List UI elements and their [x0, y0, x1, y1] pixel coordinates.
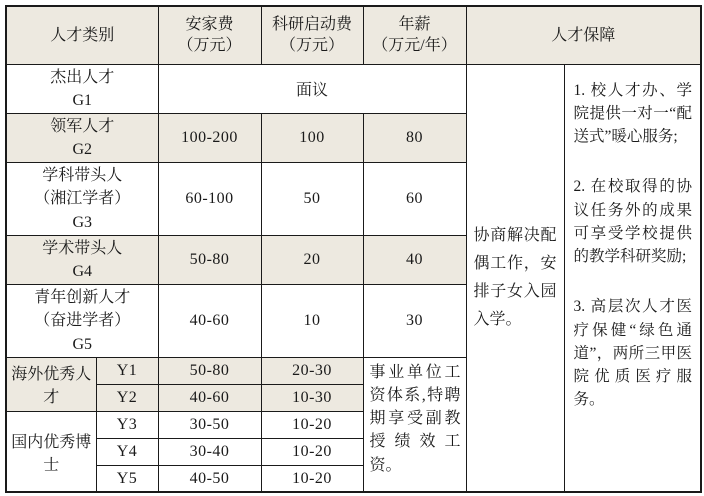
- category-cell-g3: [6, 163, 158, 236]
- guarantee-item-3: 3. 高层次人才医疗保健“绿色通道”，两所三甲医院优质医疗服务。: [573, 298, 693, 409]
- category-cell-g4: [6, 235, 158, 284]
- category-name: 杰出人才: [50, 68, 115, 86]
- startup-fund-cell: 10: [261, 285, 363, 358]
- header-settling-line1: 安家费: [185, 15, 234, 33]
- category-cell-overseas: 海外优秀人才: [6, 357, 96, 411]
- startup-fund-cell: 50: [261, 163, 363, 236]
- startup-fund-cell: 100: [261, 113, 363, 162]
- category-code: G5: [72, 335, 93, 353]
- header-row: [6, 6, 701, 64]
- settling-fee-cell: 40-60: [158, 384, 261, 411]
- support-note-cell: 协商解决配偶工作，安排子女入园入学。: [466, 64, 564, 492]
- code-cell: Y3: [96, 411, 158, 438]
- category-code: G3: [72, 213, 93, 231]
- header-category: 人才类别: [6, 6, 158, 64]
- annual-salary-cell: 40: [363, 235, 466, 284]
- code-cell: Y1: [96, 357, 158, 384]
- annual-salary-cell: 80: [363, 113, 466, 162]
- startup-fund-cell: 10-20: [261, 465, 363, 492]
- header-settling-fee: [158, 6, 261, 64]
- salary-system-note-cell: 事业单位工资体系,特聘期享受副教授绩效工资。: [363, 357, 466, 492]
- negotiable-cell: 面议: [158, 64, 466, 113]
- category-cell-domestic: 国内优秀博士: [6, 411, 96, 492]
- header-salary-line2: （万元/年）: [372, 37, 457, 55]
- settling-fee-cell: 50-80: [158, 235, 261, 284]
- guarantee-item-1: 1. 校人才办、学院提供一对一“配送式”暖心服务;: [573, 81, 693, 145]
- category-cell-g1: [6, 64, 158, 113]
- startup-fund-cell: 10-30: [261, 384, 363, 411]
- header-guarantee: 人才保障: [466, 6, 701, 64]
- header-startup-line1: 科研启动费: [272, 15, 353, 33]
- settling-fee-cell: 40-60: [158, 285, 261, 358]
- header-annual-salary: [363, 6, 466, 64]
- settling-fee-cell: 100-200: [158, 113, 261, 162]
- settling-fee-cell: 50-80: [158, 357, 261, 384]
- code-cell: Y5: [96, 465, 158, 492]
- startup-fund-cell: 20-30: [261, 357, 363, 384]
- header-settling-line2: （万元）: [177, 37, 242, 55]
- settling-fee-cell: 40-50: [158, 465, 261, 492]
- row-g1: [6, 64, 701, 113]
- startup-fund-cell: 20: [261, 235, 363, 284]
- category-alias: （湘江学者）: [34, 190, 131, 208]
- category-code: G1: [72, 91, 93, 109]
- code-cell: Y2: [96, 384, 158, 411]
- settling-fee-cell: 60-100: [158, 163, 261, 236]
- category-name: 学术带头人: [42, 239, 123, 257]
- annual-salary-cell: 30: [363, 285, 466, 358]
- header-startup-line2: （万元）: [280, 37, 345, 55]
- guarantee-item-2: 2. 在校取得的协议任务外的成果可享受学校提供的教学科研奖励;: [573, 178, 693, 265]
- guarantee-cell: [564, 64, 701, 492]
- category-name: 学科带头人: [42, 167, 123, 185]
- startup-fund-cell: 10-20: [261, 411, 363, 438]
- category-cell-g5: [6, 285, 158, 358]
- category-cell-g2: [6, 113, 158, 162]
- category-code: G4: [72, 263, 93, 280]
- category-name: 领军人才: [50, 117, 115, 135]
- category-name: 青年创新人才: [34, 289, 131, 307]
- annual-salary-cell: 60: [363, 163, 466, 236]
- category-alias: （奋进学者）: [34, 312, 131, 330]
- code-cell: Y4: [96, 438, 158, 465]
- talent-policy-table: [5, 5, 702, 493]
- startup-fund-cell: 10-20: [261, 438, 363, 465]
- settling-fee-cell: 30-50: [158, 411, 261, 438]
- header-salary-line1: 年薪: [398, 15, 431, 33]
- category-code: G2: [72, 141, 93, 159]
- settling-fee-cell: 30-40: [158, 438, 261, 465]
- header-startup-fund: [261, 6, 363, 64]
